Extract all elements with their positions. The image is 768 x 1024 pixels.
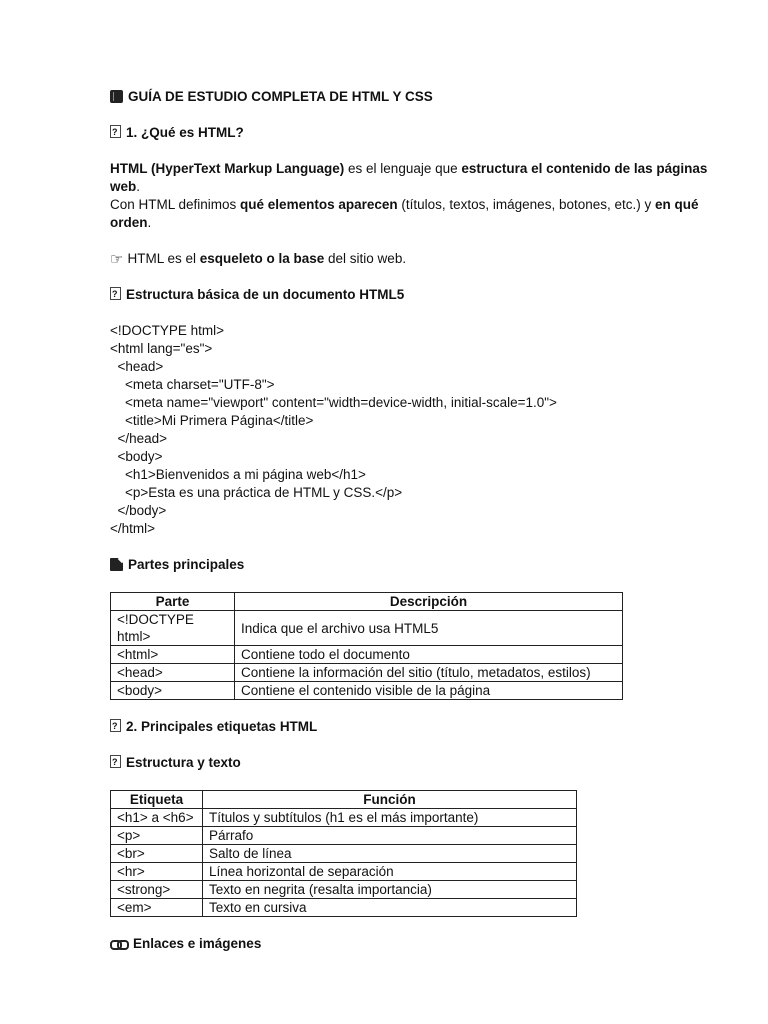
table-row — [111, 881, 577, 899]
table-cell: <p> — [111, 827, 203, 845]
column-header: Etiqueta — [111, 791, 203, 809]
table-cell: Texto en cursiva — [203, 899, 577, 917]
table-cell: <html> — [111, 646, 235, 664]
missing-glyph-icon — [110, 719, 121, 732]
missing-glyph-icon — [110, 125, 121, 138]
table-cell: <body> — [111, 682, 235, 700]
link-icon — [110, 937, 128, 950]
table-cell: <!DOCTYPE html> — [111, 611, 235, 646]
table-row — [111, 611, 623, 646]
parts-table — [110, 592, 623, 700]
table-cell: <br> — [111, 845, 203, 863]
table-cell: Texto en negrita (resalta importancia) — [203, 881, 577, 899]
code-line: <meta charset="UTF-8"> — [110, 377, 275, 392]
code-line: <body> — [110, 449, 163, 464]
table-cell: <head> — [111, 664, 235, 682]
table-row — [111, 646, 623, 664]
table-cell: <strong> — [111, 881, 203, 899]
code-line: </body> — [110, 503, 167, 518]
table-cell: <em> — [111, 899, 203, 917]
memo-icon — [110, 558, 123, 571]
table-row — [111, 664, 623, 682]
table-row — [111, 899, 577, 917]
code-line: </head> — [110, 431, 168, 446]
table-row — [111, 845, 577, 863]
table-cell: <h1> a <h6> — [111, 809, 203, 827]
table-row — [111, 809, 577, 827]
table-cell: Títulos y subtítulos (h1 es el más importante) — [203, 809, 577, 827]
table-row — [111, 682, 623, 700]
table-cell: Párrafo — [203, 827, 577, 845]
parts-heading: Partes principales — [110, 556, 710, 574]
document-title: GUÍA DE ESTUDIO COMPLETA DE HTML Y CSS — [110, 88, 710, 106]
column-header: Función — [203, 791, 577, 809]
table-cell: Línea horizontal de separación — [203, 863, 577, 881]
structure-text-heading: ?Estructura y texto — [110, 754, 710, 772]
table-cell: Indica que el archivo usa HTML5 — [235, 611, 623, 646]
code-block — [110, 322, 710, 538]
tags-table — [110, 790, 577, 917]
pointing-hand-icon: ☞ — [110, 250, 124, 268]
code-line: </html> — [110, 521, 156, 536]
table-row — [111, 827, 577, 845]
html-elements-paragraph: Con HTML definimos qué elementos aparecen (títulos, textos, imágenes, botones, etc.) y en qué orden. — [110, 197, 703, 230]
table-cell: <hr> — [111, 863, 203, 881]
column-header: Descripción — [235, 593, 623, 611]
table-cell: Salto de línea — [203, 845, 577, 863]
code-line: <meta name="viewport" content="width=device-width, initial-scale=1.0"> — [110, 395, 557, 410]
code-line: <h1>Bienvenidos a mi página web</h1> — [110, 467, 366, 482]
section-1-heading: ?1. ¿Qué es HTML? — [110, 124, 710, 142]
code-line: <title>Mi Primera Página</title> — [110, 413, 314, 428]
section-2-heading: ?2. Principales etiquetas HTML — [110, 718, 710, 736]
table-cell: Contiene la información del sitio (título, metadatos, estilos) — [235, 664, 623, 682]
code-line: <p>Esta es una práctica de HTML y CSS.</p> — [110, 485, 403, 500]
table-cell: Contiene todo el documento — [235, 646, 623, 664]
table-cell: Contiene el contenido visible de la página — [235, 682, 623, 700]
code-line: <!DOCTYPE html> — [110, 323, 225, 338]
missing-glyph-icon — [110, 755, 121, 768]
book-icon — [110, 90, 123, 103]
code-line: <head> — [110, 359, 164, 374]
table-header-row — [111, 593, 623, 611]
html-skeleton-note: ☞ HTML es el esqueleto o la base del sitio web. — [110, 250, 407, 268]
document-page — [110, 88, 710, 953]
links-images-heading: Enlaces e imágenes — [110, 935, 710, 953]
table-row — [111, 863, 577, 881]
column-header: Parte — [111, 593, 235, 611]
structure-heading: ?Estructura básica de un documento HTML5 — [110, 286, 710, 304]
table-header-row — [111, 791, 577, 809]
missing-glyph-icon — [110, 287, 121, 300]
code-line: <html lang="es"> — [110, 341, 213, 356]
html-definition-paragraph: HTML (HyperText Markup Language) es el lenguaje que estructura el contenido de las páginas web. — [110, 161, 712, 194]
